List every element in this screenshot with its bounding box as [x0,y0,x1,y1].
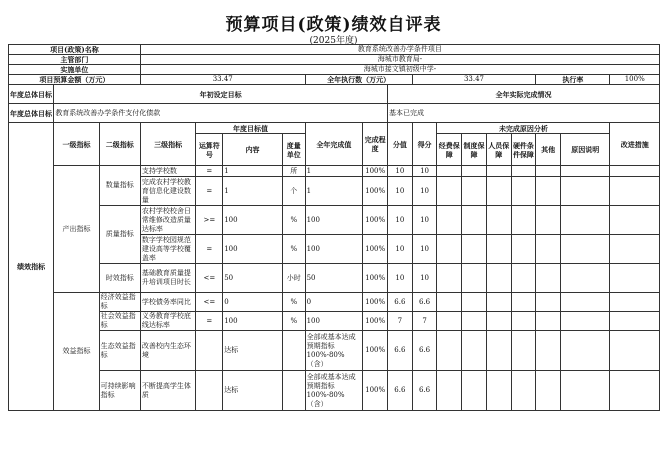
col-r2: 制度保障 [462,134,487,166]
row-got: 10 [412,177,437,206]
table-row [9,206,660,235]
goal-actual-value: 基本已完成 [387,104,659,123]
table-row [9,293,660,312]
row-op: >= [196,206,223,235]
row-score: 10 [387,206,412,235]
row-l3: 支持学校数 [140,166,196,177]
col-degree: 完成程度 [363,123,388,166]
unit-label: 实施单位 [9,65,141,75]
row-got: 10 [412,235,437,264]
group-timeliness: 时效指标 [99,264,140,293]
col-l2: 二级指标 [99,123,140,166]
row-got: 6.6 [412,331,437,371]
row-degree: 100% [363,312,388,331]
row-op: = [196,235,223,264]
row-score: 7 [387,312,412,331]
row-got: 6.6 [412,371,437,411]
row-op: <= [196,264,223,293]
row-op [196,371,223,411]
col-score: 分值 [387,123,412,166]
row-actual: 100 [305,206,363,235]
row-actual: 全部或基本达成预期指标100%-80%（含） [305,331,363,371]
report-year: (2025年度) [309,36,358,46]
row-l3: 完成农村学校教育信息化建设数量 [140,177,196,206]
row-score: 10 [387,264,412,293]
col-year-target: 年度目标值 [196,123,305,134]
row-degree: 100% [363,177,388,206]
row-score: 10 [387,177,412,206]
row-l3: 改善校内生态环境 [140,331,196,371]
executed-value: 33.47 [412,75,536,85]
row-l3: 数字学校园规范建设高等学校覆盖率 [140,235,196,264]
evaluation-table [8,44,660,411]
row-got: 7 [412,312,437,331]
row-score: 10 [387,235,412,264]
row-content: 达标 [223,371,283,411]
row-degree: 100% [363,331,388,371]
col-r3: 人员保障 [486,134,511,166]
report-title: 预算项目(政策)绩效自评表 [225,15,442,35]
row-content: 100 [223,206,283,235]
row-l3: 义务教育学校底线达标率 [140,312,196,331]
col-content: 内容 [223,134,283,166]
rate-label: 执行率 [536,75,610,85]
col-l1: 一级指标 [54,123,99,166]
unit-value: 海城市接文镇初级中学- [140,65,659,75]
row-got: 10 [412,264,437,293]
group-quantity: 数量指标 [99,166,140,206]
table-row [9,264,660,293]
row-actual: 0 [305,293,363,312]
row-l2: 经济效益指标 [99,293,140,312]
table-row [9,331,660,371]
row-l2: 可持续影响指标 [99,371,140,411]
budget-value: 33.47 [140,75,305,85]
col-unit: 度量单位 [282,134,305,166]
row-content: 0 [223,293,283,312]
row-actual: 1 [305,177,363,206]
row-content: 50 [223,264,283,293]
row-unit: % [282,206,305,235]
row-degree: 100% [363,264,388,293]
col-got: 得分 [412,123,437,166]
row-got: 6.6 [412,293,437,312]
row-l3: 农村学校校舍日常维修改造质量达标率 [140,206,196,235]
row-op: = [196,166,223,177]
col-r4: 硬件条件保障 [511,134,536,166]
row-l3: 基础教育质量提升培训项目时长 [140,264,196,293]
project-name-value: 教育系统改善办学条件项目 [140,45,659,55]
table-row [9,371,660,411]
row-score: 10 [387,166,412,177]
row-content: 100 [223,312,283,331]
col-measure: 改进措施 [610,123,660,166]
row-l3: 不断提高学生体质 [140,371,196,411]
group-quality: 质量指标 [99,206,140,264]
col-r1: 经费保障 [437,134,462,166]
table-row [9,312,660,331]
row-l2: 社会效益指标 [99,312,140,331]
row-content: 1 [223,177,283,206]
row-got: 10 [412,166,437,177]
row-content: 达标 [223,331,283,371]
col-r6: 原因说明 [561,134,610,166]
row-degree: 100% [363,371,388,411]
row-op [196,331,223,371]
row-score: 6.6 [387,331,412,371]
dept-label: 主管部门 [9,55,141,65]
goal-label-2: 年度总体目标 [9,104,54,123]
table-row [9,166,660,177]
row-unit: 个 [282,177,305,206]
project-name-label: 项目(政策)名称 [9,45,141,55]
row-unit [282,331,305,371]
row-score: 6.6 [387,293,412,312]
row-actual: 全部或基本达成预期指标100%-80%（含） [305,371,363,411]
goal-actual-header: 全年实际完成情况 [387,85,659,104]
row-op: = [196,312,223,331]
row-content: 100 [223,235,283,264]
row-degree: 100% [363,235,388,264]
row-degree: 100% [363,166,388,177]
executed-label: 全年执行数（万元） [305,75,412,85]
row-score: 6.6 [387,371,412,411]
col-r5: 其他 [536,134,561,166]
row-got: 10 [412,206,437,235]
row-unit: % [282,312,305,331]
row-unit: 小时 [282,264,305,293]
col-actual: 全年完成值 [305,123,363,166]
row-actual: 100 [305,235,363,264]
col-op: 运算符号 [196,134,223,166]
row-degree: 100% [363,206,388,235]
row-unit: 所 [282,166,305,177]
row-unit: % [282,235,305,264]
row-op: = [196,177,223,206]
row-unit: % [282,293,305,312]
goal-label: 年度总体目标 [9,85,54,104]
row-actual: 100 [305,312,363,331]
dept-value: 海城市教育局- [140,55,659,65]
goal-initial-value: 教育系统改善办学条件支付化债款 [54,104,388,123]
budget-label: 项目预算金额（万元） [9,75,141,85]
rate-value: 100% [610,75,660,85]
row-op: <= [196,293,223,312]
row-degree: 100% [363,293,388,312]
row-actual: 1 [305,166,363,177]
row-l3: 学校债务率同比 [140,293,196,312]
row-l2: 生态效益指标 [99,331,140,371]
row-content: 1 [223,166,283,177]
perf-indicator-label: 绩效指标 [9,123,54,411]
row-unit [282,371,305,411]
goal-initial-header: 年初设定目标 [54,85,388,104]
col-reason: 未完成原因分析 [437,123,610,134]
group-effect: 效益指标 [54,293,99,411]
group-output: 产出指标 [54,166,99,293]
col-l3: 三级指标 [140,123,196,166]
row-actual: 50 [305,264,363,293]
